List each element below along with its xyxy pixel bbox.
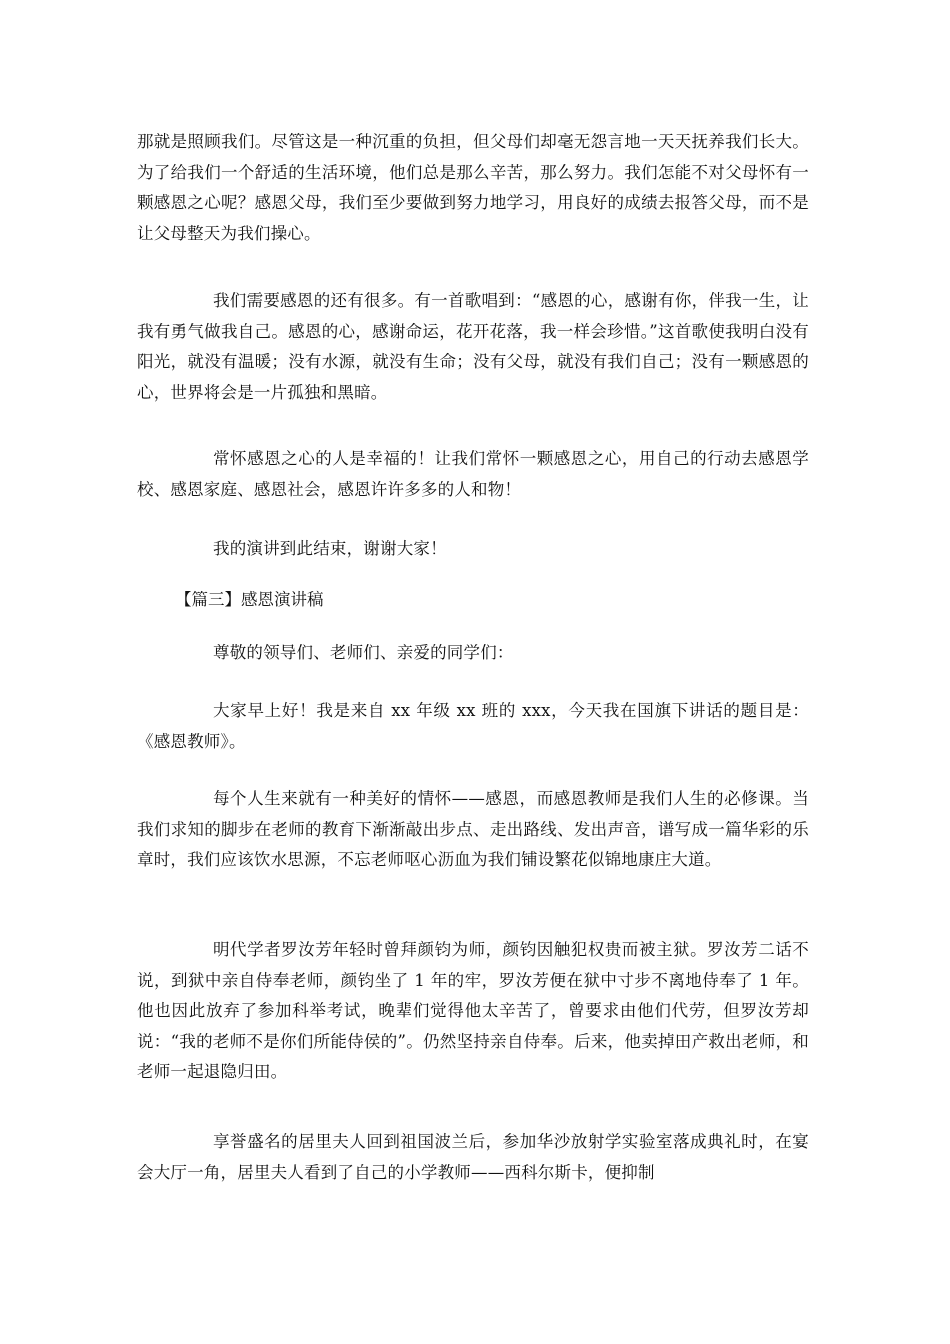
paragraph-6: 每个人生来就有一种美好的情怀——感恩，而感恩教师是我们人生的必修课。当我们求知的脚步在老师的教育下渐渐敲出步点、走出路线、发出声音，谱写成一篇华彩的乐章时，我们应该饮水思源，不忘老师呕心沥血为我们铺设繁花似锦地康庄大道。: [137, 789, 809, 869]
section-heading: 【篇三】感恩演讲稿: [175, 590, 324, 609]
paragraph-1: 那就是照顾我们。尽管这是一种沉重的负担，但父母们却毫无怨言地一天天抚养我们长大。为了给我们一个舒适的生活环境，他们总是那么辛苦，那么努力。我们怎能不对父母怀有一颗感恩之心呢？感恩父母，我们至少要做到努力地学习，用良好的成绩去报答父母，而不是让父母整天为我们操心。: [137, 132, 809, 243]
paragraph-3: 常怀感恩之心的人是幸福的！让我们常怀一颗感恩之心，用自己的行动去感恩学校、感恩家庭、感恩社会，感恩许许多多的人和物！: [137, 449, 809, 499]
paragraph-8: 享誉盛名的居里夫人回到祖国波兰后，参加华沙放射学实验室落成典礼时，在宴会大厅一角，居里夫人看到了自己的小学教师——西科尔斯卡，便抑制: [137, 1132, 809, 1182]
paragraph-greeting: 尊敬的领导们、老师们、亲爱的同学们：: [213, 643, 514, 662]
paragraph-5: 大家早上好！我是来自 xx 年级 xx 班的 xxx，今天我在国旗下讲话的题目是：《感恩教师》。: [137, 701, 809, 751]
paragraph-4: 我的演讲到此结束，谢谢大家！: [213, 539, 447, 558]
paragraph-7: 明代学者罗汝芳年轻时曾拜颜钧为师，颜钧因触犯权贵而被主狱。罗汝芳二话不说，到狱中亲自侍奉老师，颜钧坐了 1 年的牢，罗汝芳便在狱中寸步不离地侍奉了 1 年。他也因此放弃了参加科举考试，晚辈们觉得他太辛苦了，曾要求由他们代劳，但罗汝芳却说：“我的老师不是你们所能侍侯的”。仍然坚持亲自侍奉。后来，他卖掉田产救出老师，和老师一起退隐归田。: [137, 940, 809, 1081]
paragraph-2: 我们需要感恩的还有很多。有一首歌唱到：“感恩的心，感谢有你，伴我一生，让我有勇气做我自己。感恩的心，感谢命运，花开花落，我一样会珍惜。”这首歌使我明白没有阳光，就没有温暖；没有水源，就没有生命；没有父母，就没有我们自己；没有一颗感恩的心，世界将会是一片孤独和黑暗。: [137, 291, 809, 402]
